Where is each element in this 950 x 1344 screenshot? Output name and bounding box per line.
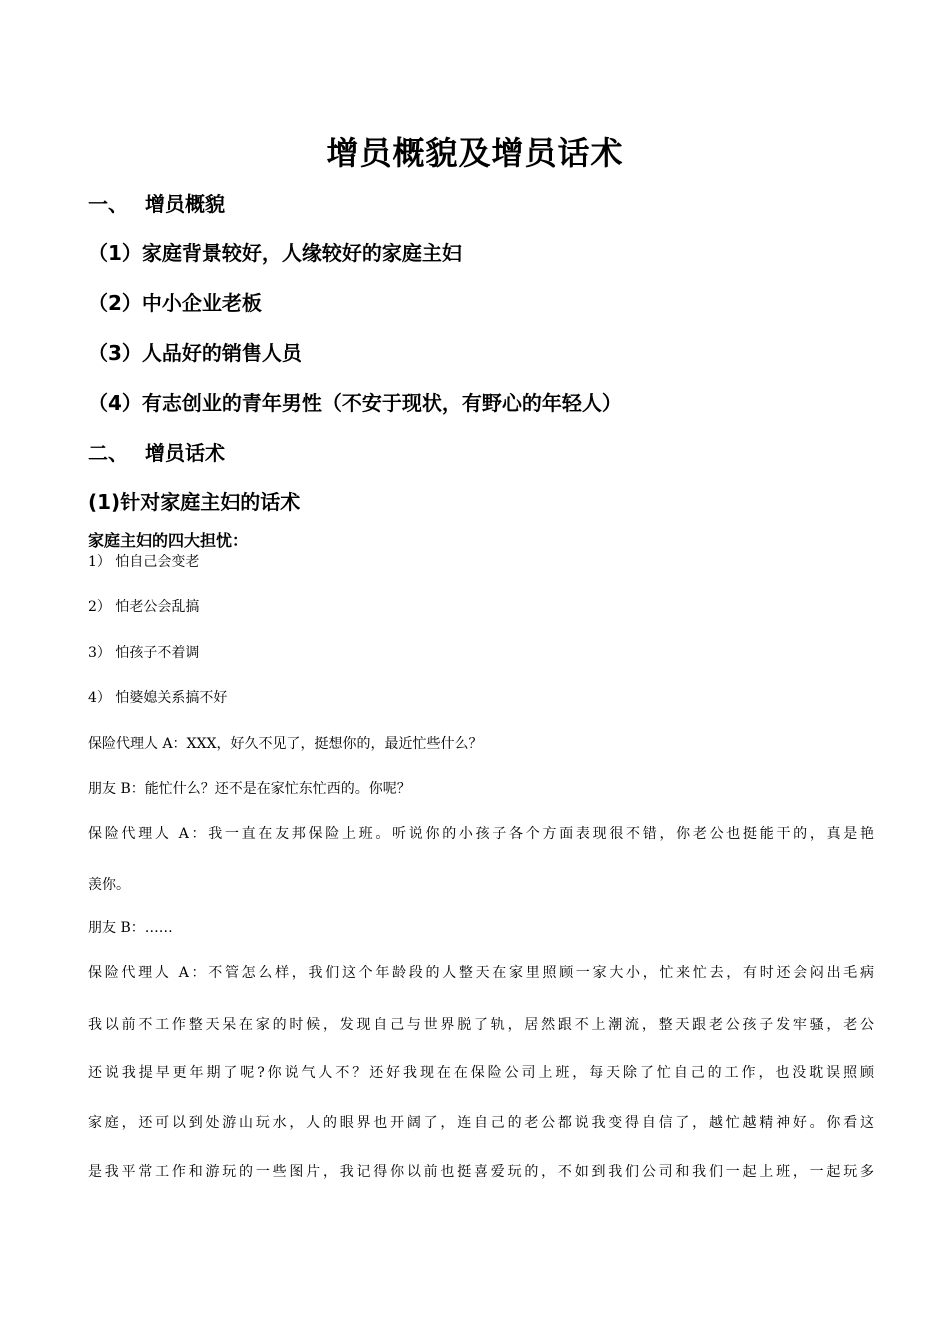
dialogue-line: 我以前不工作整天呆在家的时候，发现自己与世界脱了轨，居然跟不上潮流，整天跟老公孩子发牢骚，老公 xyxy=(88,1017,874,1033)
profile-item: （3）人品好的销售人员 xyxy=(88,341,302,365)
worry-item: 3） 怕孩子不着调 xyxy=(88,645,200,661)
worry-item: 4） 怕婆媳关系搞不好 xyxy=(88,690,228,706)
worry-item: 2） 怕老公会乱搞 xyxy=(88,599,200,615)
subsection-heading: (1)针对家庭主妇的话术 xyxy=(88,490,301,514)
document-title: 增员概貌及增员话术 xyxy=(326,134,624,172)
dialogue-line: 保险代理人 A：我一直在友邦保险上班。听说你的小孩子各个方面表现很不错，你老公也挺能干的，真是艳 xyxy=(88,826,874,842)
dialogue-line: 是我平常工作和游玩的一些图片，我记得你以前也挺喜爱玩的，不如到我们公司和我们一起上班，一起玩多 xyxy=(88,1164,874,1180)
worry-item: 1） 怕自己会变老 xyxy=(88,554,200,570)
dialogue-line: 朋友 B：能忙什么？还不是在家忙东忙西的。你呢？ xyxy=(88,781,411,797)
section-number: 二、 xyxy=(88,441,128,465)
dialogue-line: 保险代理人 A：XXX，好久不见了，挺想你的，最近忙些什么？ xyxy=(88,736,483,752)
dialogue-line: 朋友 B：…… xyxy=(88,920,173,936)
profile-item: （2）中小企业老板 xyxy=(88,291,262,315)
section-number: 一、 xyxy=(88,192,128,216)
dialogue-line: 保险代理人 A：不管怎么样，我们这个年龄段的人整天在家里照顾一家大小，忙来忙去，有时还会闷出毛病 xyxy=(88,965,874,981)
profile-item: （1）家庭背景较好，人缘较好的家庭主妇 xyxy=(88,241,462,265)
section-heading-overview xyxy=(88,188,225,217)
dialogue-line: 羡你。 xyxy=(88,877,130,893)
dialogue-line: 还说我提早更年期了呢?你说气人不？还好我现在在保险公司上班，每天除了忙自己的工作，也没耽误照顾 xyxy=(88,1065,874,1081)
section-heading-text: 增员概貌 xyxy=(145,192,225,216)
worries-heading: 家庭主妇的四大担忧： xyxy=(88,531,249,550)
dialogue-line: 家庭，还可以到处游山玩水，人的眼界也开阔了，连自己的老公都说我变得自信了，越忙越精神好。你看这 xyxy=(88,1115,874,1131)
section-heading-scripts xyxy=(88,437,225,466)
profile-item: （4）有志创业的青年男性（不安于现状，有野心的年轻人） xyxy=(88,391,622,415)
section-heading-text: 增员话术 xyxy=(145,441,225,465)
